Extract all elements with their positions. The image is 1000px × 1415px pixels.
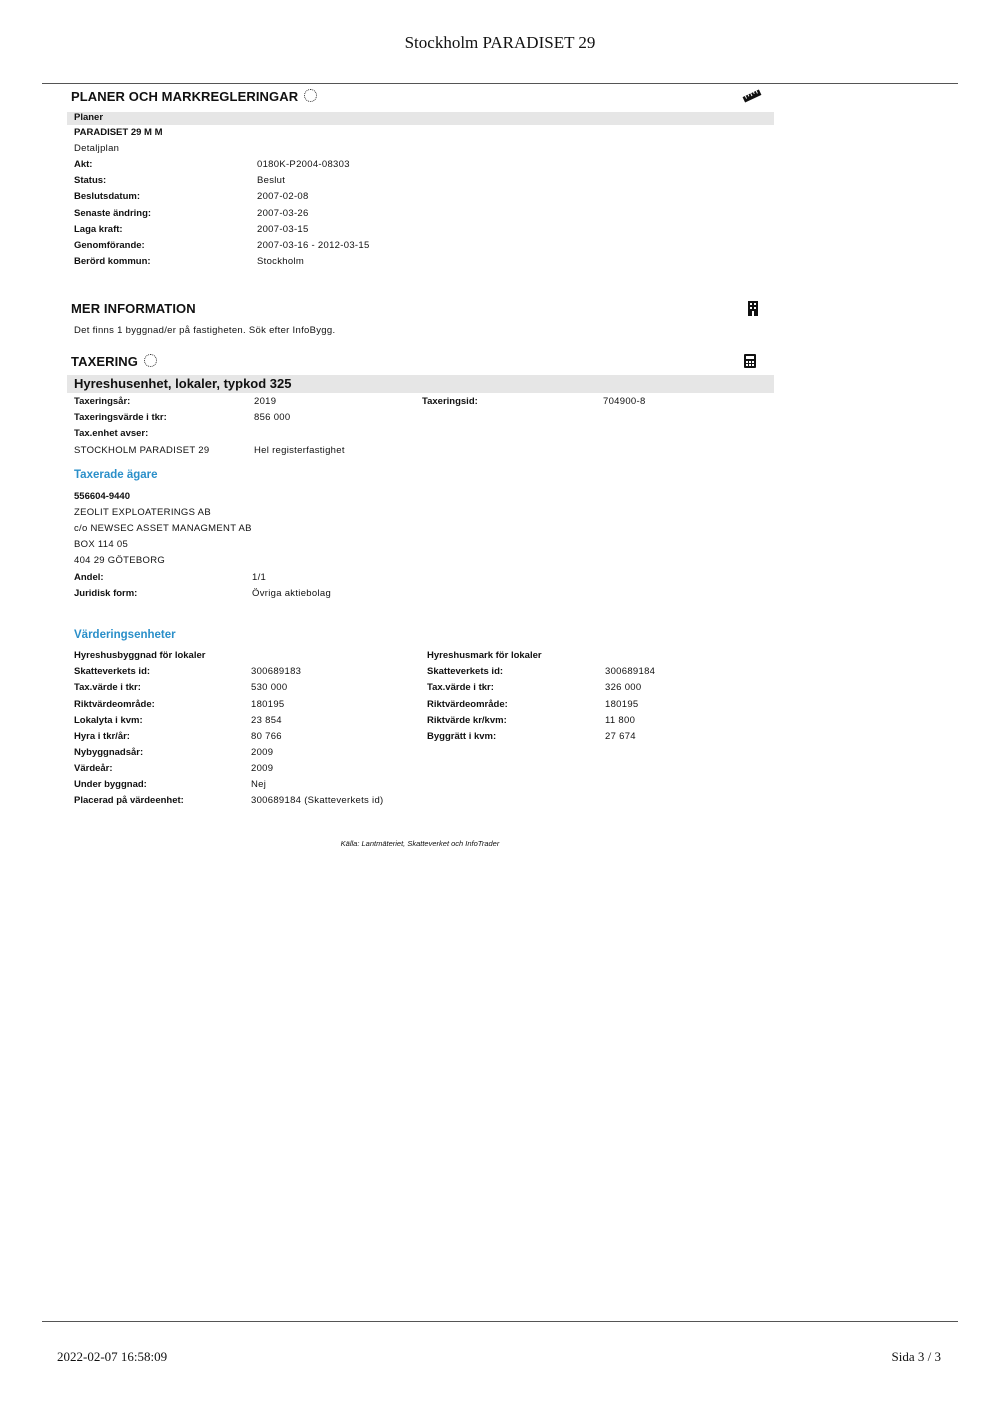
tax-enhet-avser-label: Tax.enhet avser: (74, 428, 149, 439)
left-unit-label: Värdeår: (74, 763, 113, 774)
planer-section-title (71, 89, 317, 104)
plan-row-value: Stockholm (257, 256, 305, 267)
owner-line: 404 29 GÖTEBORG (74, 555, 166, 566)
plan-row-label: Genomförande: (74, 240, 145, 251)
taxering-title-text: TAXERING (71, 354, 139, 369)
plan-name: PARADISET 29 M M (74, 127, 163, 138)
plan-row-value: Beslut (257, 175, 286, 186)
plan-row-label: Senaste ändring: (74, 208, 152, 219)
left-unit-label: Skatteverkets id: (74, 666, 151, 677)
right-unit-value: 300689184 (605, 666, 656, 677)
left-unit-label: Nybyggnadsår: (74, 747, 144, 758)
left-unit-value: 2009 (251, 763, 274, 774)
taxeringsid-label: Taxeringsid: (422, 396, 478, 407)
left-unit-value: 300689183 (251, 666, 302, 677)
building-icon (747, 301, 759, 316)
spinner-icon (304, 89, 317, 102)
planer-band (67, 112, 774, 125)
plan-row-value: 2007-02-08 (257, 191, 309, 202)
right-unit-label: Tax.värde i tkr: (427, 682, 494, 693)
footer-page-number: Sida 3 / 3 (891, 1349, 941, 1364)
fastighet-value: Hel registerfastighet (254, 445, 345, 456)
right-unit-label: Riktvärde kr/kvm: (427, 715, 507, 726)
taxeringsvarde-value: 856 000 (254, 412, 291, 423)
page-header-title: Stockholm PARADISET 29 (404, 33, 596, 52)
planer-title-text: PLANER OCH MARKREGLERINGAR (71, 89, 299, 104)
plan-row-label: Beslutsdatum: (74, 191, 140, 202)
plan-row-label: Berörd kommun: (74, 256, 151, 267)
spinner-icon (144, 354, 157, 367)
left-unit-label: Placerad på värdeenhet: (74, 795, 184, 806)
left-unit-value: 80 766 (251, 731, 282, 742)
taxeringsvarde-label: Taxeringsvärde i tkr: (74, 412, 167, 423)
andel-value: 1/1 (252, 572, 267, 583)
taxerade-agare-title: Taxerade ägare (74, 469, 158, 481)
taxering-band-label: Hyreshusenhet, lokaler, typkod 325 (74, 376, 292, 391)
left-unit-value: 2009 (251, 747, 274, 758)
varderingsenheter-title: Värderingsenheter (74, 629, 176, 641)
left-unit-label: Riktvärdeområde: (74, 699, 155, 710)
mer-info-title: MER INFORMATION (71, 301, 196, 316)
mer-info-text: Det finns 1 byggnad/er på fastigheten. Sök efter InfoBygg. (74, 325, 336, 336)
andel-label: Andel: (74, 572, 104, 583)
taxeringsar-value: 2019 (254, 396, 277, 407)
plan-row-value: 0180K-P2004-08303 (257, 159, 350, 170)
juridisk-form-value: Övriga aktiebolag (252, 588, 332, 599)
right-unit-value: 11 800 (605, 715, 636, 726)
plan-type: Detaljplan (74, 143, 120, 154)
right-unit-label: Byggrätt i kvm: (427, 731, 497, 742)
plan-row-value: 2007-03-15 (257, 224, 309, 235)
left-unit-label: Hyra i tkr/år: (74, 731, 130, 742)
left-unit-value: 23 854 (251, 715, 282, 726)
plan-row-label: Akt: (74, 159, 93, 170)
fastighet-name: STOCKHOLM PARADISET 29 (74, 445, 210, 456)
footer-rule (42, 1321, 958, 1322)
plan-row-label: Laga kraft: (74, 224, 123, 235)
taxering-section-title (71, 354, 157, 369)
header-rule (42, 83, 958, 84)
right-unit-value: 180195 (605, 699, 639, 710)
juridisk-form-label: Juridisk form: (74, 588, 138, 599)
taxeringsar-label: Taxeringsår: (74, 396, 131, 407)
left-unit-label: Under byggnad: (74, 779, 147, 790)
footer-date: 2022-02-07 16:58:09 (57, 1349, 168, 1364)
left-unit-label: Tax.värde i tkr: (74, 682, 141, 693)
planer-band-label: Planer (74, 112, 104, 123)
left-unit-value: Nej (251, 779, 267, 790)
calculator-icon (744, 354, 756, 368)
ruler-icon (742, 89, 762, 103)
left-unit-value: 300689184 (Skatteverkets id) (251, 795, 384, 806)
left-unit-value: 180195 (251, 699, 285, 710)
taxering-band (67, 375, 774, 393)
owner-orgnr: 556604-9440 (74, 491, 130, 502)
left-unit-label: Lokalyta i kvm: (74, 715, 143, 726)
right-unit-label: Skatteverkets id: (427, 666, 504, 677)
left-unit-value: 530 000 (251, 682, 288, 693)
right-unit-heading: Hyreshusmark för lokaler (427, 650, 542, 661)
plan-row-value: 2007-03-26 (257, 208, 309, 219)
owner-line: ZEOLIT EXPLOATERINGS AB (74, 507, 211, 518)
plan-row-value: 2007-03-16 - 2012-03-15 (257, 240, 370, 251)
taxeringsid-value: 704900-8 (603, 396, 646, 407)
owner-line: BOX 114 05 (74, 539, 129, 550)
right-unit-value: 326 000 (605, 682, 642, 693)
plan-row-label: Status: (74, 175, 107, 186)
left-unit-heading: Hyreshusbyggnad för lokaler (74, 650, 206, 661)
source-note: Källa: Lantmäteriet, Skatteverket och InfoTrader (340, 839, 500, 848)
right-unit-label: Riktvärdeområde: (427, 699, 508, 710)
right-unit-value: 27 674 (605, 731, 636, 742)
owner-line: c/o NEWSEC ASSET MANAGMENT AB (74, 523, 252, 534)
